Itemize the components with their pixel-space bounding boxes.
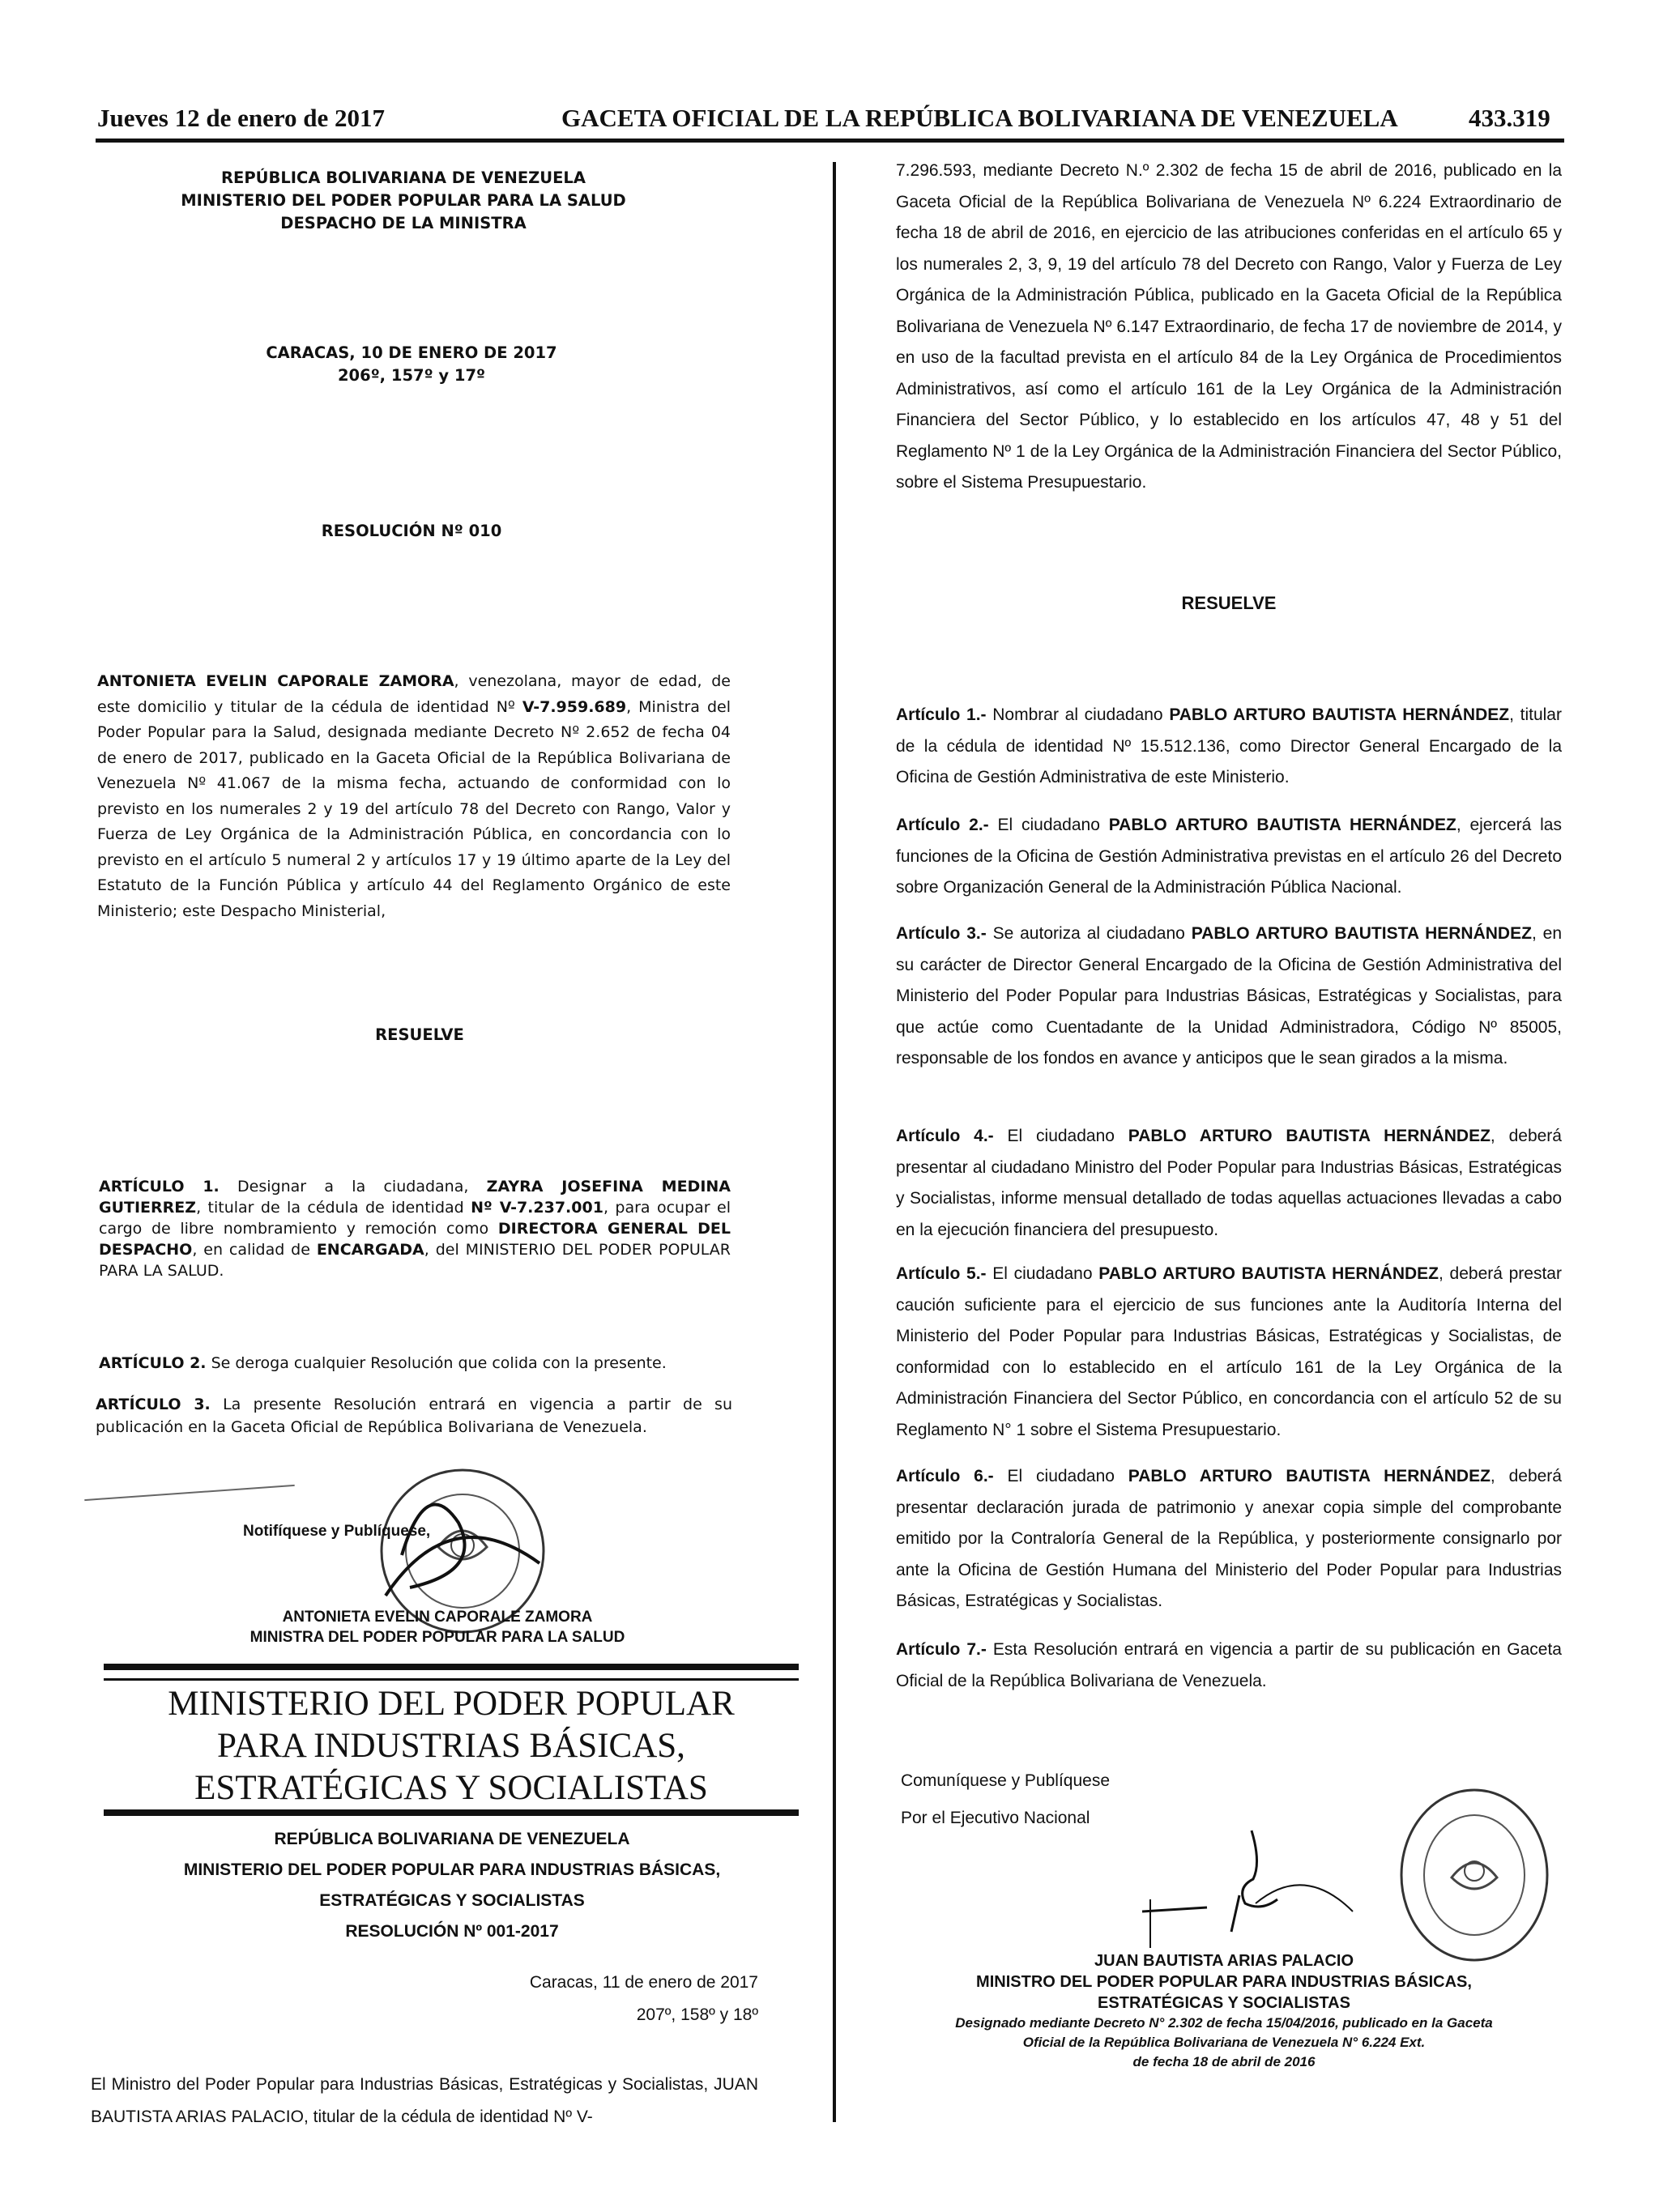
column-divider xyxy=(833,162,836,2122)
appointee-name: PABLO ARTURO BAUTISTA HERNÁNDEZ xyxy=(1169,705,1510,724)
appointee-name: PABLO ARTURO BAUTISTA HERNÁNDEZ xyxy=(1191,924,1532,943)
signer-title: MINISTRA DEL PODER POPULAR PARA LA SALUD xyxy=(249,1629,625,1646)
banner-bottom-rule xyxy=(104,1809,799,1816)
article-label: ARTÍCULO 2. xyxy=(99,1354,207,1372)
banner-top-thin-rule xyxy=(104,1678,799,1681)
signature-underline xyxy=(84,1485,295,1501)
header-page-number: 433.319 xyxy=(1469,104,1550,132)
mppibes-heading-line: REPÚBLICA BOLIVARIANA DE VENEZUELA xyxy=(274,1830,630,1848)
mppibes-heading xyxy=(104,1824,800,1947)
mppibes-article-5 xyxy=(896,1259,1562,1446)
mppibes-article-1 xyxy=(896,700,1562,794)
mppibes-heading-line: ESTRATÉGICAS Y SOCIALISTAS xyxy=(319,1891,585,1910)
article-text: , en su carácter de Director General Encargado de la Oficina de Gestión Administrativa del Ministerio del Poder Popular para Industrias Básicas, Estratégicas y Socialistas, para que actúe como Cuentadante de la Unidad Administradora, Código Nº 85005, responsable de los fondos en avance y anticipos que le sean girados a la misma. xyxy=(896,924,1562,1068)
salud-article-3 xyxy=(96,1393,732,1438)
signer-name: ANTONIETA EVELIN CAPORALE ZAMORA xyxy=(282,1609,593,1626)
article-label: Artículo 5.- xyxy=(896,1264,987,1283)
banner-top-rule xyxy=(104,1664,799,1670)
signer-name: JUAN BAUTISTA ARIAS PALACIO xyxy=(1094,1952,1354,1970)
article-text: , del MINISTERIO DEL PODER POPULAR PARA LA SALUD. xyxy=(99,1241,731,1280)
article-text: , deberá prestar caución suficiente para el ejercicio de sus funciones ante la Auditoría Interna del Ministerio del Poder Popular para Industrias Básicas, Estratégicas y Socialistas, de conformidad con lo establecido en el artículo 161 de la Ley Orgánica de la Administración Financiera del Sector Público, en concordancia con el artículo 52 de su Reglamento N° 1 sobre el Sistema Presupuestario. xyxy=(896,1264,1562,1439)
article-text: , deberá presentar al ciudadano Ministro del Poder Popular para Industrias Básicas, Estratégicas y Socialistas, informe mensual detallado de todas aquellas actuaciones llevadas a cabo en la ejecución financiera del presupuesto. xyxy=(896,1127,1562,1239)
salud-article-1 xyxy=(99,1176,731,1281)
article-label: ARTÍCULO 1. xyxy=(99,1178,220,1196)
salud-heading-line: DESPACHO DE LA MINISTRA xyxy=(280,214,527,232)
article-label: Artículo 1.- xyxy=(896,705,987,724)
article-text: , para ocupar el cargo de libre nombramiento y remoción como xyxy=(99,1199,731,1238)
article-text: Se deroga cualquier Resolución que colida con la presente. xyxy=(206,1354,667,1372)
appointee-name: PABLO ARTURO BAUTISTA HERNÁNDEZ xyxy=(1128,1127,1491,1145)
designee-capacity: ENCARGADA xyxy=(316,1241,424,1259)
intro-text: , Ministra del Poder Popular para la Salud, designada mediante Decreto Nº 2.652 de fecha 04 de enero de 2017, publicado en la Gaceta Oficial de la República Bolivariana de Venezuela Nº 41.067 de la misma fecha, actuando de conformidad con lo previsto en los numerales 2 y 19 del artículo 78 del Decreto con Rango, Valor y Fuerza de Ley Orgánica de la Administración Pública, en concordancia con lo previsto en el artículo 5 numeral 2 y artículos 17 y 19 último aparte de la Ley del Estatuto de la Función Pública y artículo 44 del Reglamento Orgánico de este Ministerio; este Despacho Ministerial, xyxy=(97,697,731,920)
article-text: , en calidad de xyxy=(192,1241,317,1259)
minister-signature-icon xyxy=(1118,1822,1377,1952)
article-text: , ejercerá las funciones de la Oficina de Gestión Administrativa previstas en el artículo 26 del Decreto sobre Organización General de la Administración Pública Nacional. xyxy=(896,816,1562,897)
salud-resuelve: RESUELVE xyxy=(375,1025,464,1044)
article-label: Artículo 2.- xyxy=(896,816,989,834)
article-text: El ciudadano xyxy=(988,816,1109,834)
header-title: GACETA OFICIAL DE LA REPÚBLICA BOLIVARIANA DE VENEZUELA xyxy=(561,104,1398,132)
intro-text: , venezolana, mayor de edad, de este domicilio y titular de la cédula de identidad Nº xyxy=(97,672,731,716)
mppibes-heading-line: MINISTERIO DEL PODER POPULAR PARA INDUSTRIAS BÁSICAS, xyxy=(183,1860,721,1879)
salud-date: CARACAS, 10 DE ENERO DE 2017 xyxy=(266,343,557,362)
article-text: El ciudadano xyxy=(993,1127,1128,1145)
article-text: Designar a la ciudadana, xyxy=(219,1178,487,1196)
mppibes-article-3 xyxy=(896,918,1562,1075)
salud-intro-paragraph xyxy=(97,669,731,924)
ministry-banner-title xyxy=(104,1683,799,1809)
mppibes-intro-start: El Ministro del Poder Popular para Industrias Básicas, Estratégicas y Socialistas, JUAN BAUTISTA ARIAS PALACIO, titular de la cédula de identidad Nº V- xyxy=(91,2075,758,2126)
designee-name: ZAYRA JOSEFINA MEDINA GUTIERREZ xyxy=(99,1178,731,1217)
mppibes-resolution-number: RESOLUCIÓN Nº 001-2017 xyxy=(345,1922,559,1941)
salud-article-2 xyxy=(99,1351,731,1377)
mppibes-article-4 xyxy=(896,1121,1562,1246)
signer-title: MINISTRO DEL PODER POPULAR PARA INDUSTRIAS BÁSICAS, xyxy=(976,1973,1472,1991)
mppibes-signature-block xyxy=(896,1950,1552,2014)
mppibes-article-6 xyxy=(896,1461,1562,1617)
designee-post: DIRECTORA GENERAL DEL DESPACHO xyxy=(99,1220,731,1259)
salud-heading-line: REPÚBLICA BOLIVARIANA DE VENEZUELA xyxy=(221,168,586,187)
salud-place-date xyxy=(104,342,719,387)
mppibes-intro-continued: 7.296.593, mediante Decreto N.º 2.302 de fecha 15 de abril de 2016, publicado en la Gaceta Oficial de la República Bolivariana de Venezuela Nº 6.224 Extraordinario de fecha 18 de abril de 2016, en ejercicio de las atribuciones conferidas en el artículo 65 y los numerales 2, 3, 9, 19 del artículo 78 del Decreto con Rango, Valor y Fuerza de Ley Orgánica de la Administración Pública, publicado en la Gaceta Oficial de la República Bolivariana de Venezuela Nº 6.147 Extraordinario, de fecha 17 de noviembre de 2014, y en uso de la facultad prevista en el artículo 84 de la Ley Orgánica de Procedimientos Administrativos, así como el artículo 161 de la Ley Orgánica de la Administración Financiera del Sector Público, y lo establecido en los artículos 47, 48 y 51 del Reglamento Nº 1 de la Ley Orgánica de la Administración Financiera del Sector Público, sobre el Sistema Presupuestario. xyxy=(896,161,1562,492)
mppibes-years: 207º, 158º y 18º xyxy=(636,2005,758,2024)
ministry-title-line: PARA INDUSTRIAS BÁSICAS, xyxy=(217,1727,685,1765)
article-text: Esta Resolución entrará en vigencia a partir de su publicación en Gaceta Oficial de la República Bolivariana de Venezuela. xyxy=(896,1640,1562,1690)
article-label: Artículo 3.- xyxy=(896,924,987,943)
article-text: , deberá presentar declaración jurada de patrimonio y anexar copia simple del comprobante emitido por la Contraloría General de la República, y posteriormente consignarlo por ante la Oficina de Gestión Humana del Ministerio del Poder Popular para Industrias Básicas, Estratégicas y Socialistas. xyxy=(896,1467,1562,1610)
closing-line: Por el Ejecutivo Nacional xyxy=(901,1809,1090,1827)
mppibes-resuelve: RESUELVE xyxy=(1181,593,1277,613)
article-text: La presente Resolución entrará en vigencia a partir de su publicación en la Gaceta Oficial de República Bolivariana de Venezuela. xyxy=(96,1396,732,1436)
appointee-name: PABLO ARTURO BAUTISTA HERNÁNDEZ xyxy=(1098,1264,1439,1283)
mppibes-place-date xyxy=(530,1967,758,2031)
minister-name: ANTONIETA EVELIN CAPORALE ZAMORA xyxy=(97,672,454,690)
header-rule xyxy=(96,139,1564,143)
designee-id: Nº V-7.237.001 xyxy=(471,1199,603,1217)
mppibes-closing xyxy=(901,1762,1110,1837)
article-text: El ciudadano xyxy=(993,1467,1128,1485)
ministry-title-line: ESTRATÉGICAS Y SOCIALISTAS xyxy=(194,1769,708,1807)
mppibes-seal-icon xyxy=(1393,1782,1555,1968)
salud-heading xyxy=(104,167,703,235)
salud-heading-line: MINISTERIO DEL PODER POPULAR PARA LA SALUD xyxy=(181,191,626,210)
designation-note-line: de fecha 18 de abril de 2016 xyxy=(1132,2054,1316,2069)
salud-resolution-number: RESOLUCIÓN Nº 010 xyxy=(321,522,502,540)
mppibes-designation-note xyxy=(896,2014,1552,2072)
salud-signature-block xyxy=(162,1607,713,1647)
article-label: ARTÍCULO 3. xyxy=(96,1396,211,1413)
article-label: Artículo 4.- xyxy=(896,1127,994,1145)
ministry-title-line: MINISTERIO DEL PODER POPULAR xyxy=(168,1685,735,1723)
designation-note-line: Designado mediante Decreto N° 2.302 de fecha 15/04/2016, publicado en la Gaceta xyxy=(955,2015,1493,2031)
article-text: , titular de la cédula de identidad xyxy=(196,1199,471,1217)
article-text: Se autoriza al ciudadano xyxy=(986,924,1192,943)
appointee-name: PABLO ARTURO BAUTISTA HERNÁNDEZ xyxy=(1108,816,1456,834)
appointee-name: PABLO ARTURO BAUTISTA HERNÁNDEZ xyxy=(1128,1467,1491,1485)
salud-years: 206º, 157º y 17º xyxy=(337,366,486,385)
mppibes-article-7 xyxy=(896,1634,1562,1697)
closing-line: Comuníquese y Publíquese xyxy=(901,1771,1110,1790)
article-label: Artículo 6.- xyxy=(896,1467,994,1485)
article-label: Artículo 7.- xyxy=(896,1640,987,1659)
designation-note-line: Oficial de la República Bolivariana de Venezuela N° 6.224 Ext. xyxy=(1022,2035,1426,2050)
mppibes-date: Caracas, 11 de enero de 2017 xyxy=(529,1973,758,1992)
mppibes-article-2 xyxy=(896,810,1562,904)
article-text: El ciudadano xyxy=(986,1264,1099,1283)
article-text: , titular de la cédula de identidad Nº 15.512.136, como Director General Encargado de la Oficina de Gestión Administrativa de este Ministerio. xyxy=(896,705,1562,786)
article-text: Nombrar al ciudadano xyxy=(986,705,1170,724)
notify-text: Notifíquese y Publíquese, xyxy=(243,1523,431,1540)
signer-title: ESTRATÉGICAS Y SOCIALISTAS xyxy=(1098,1994,1350,2012)
minister-id: V-7.959.689 xyxy=(522,697,627,716)
header-date: Jueves 12 de enero de 2017 xyxy=(97,104,386,132)
